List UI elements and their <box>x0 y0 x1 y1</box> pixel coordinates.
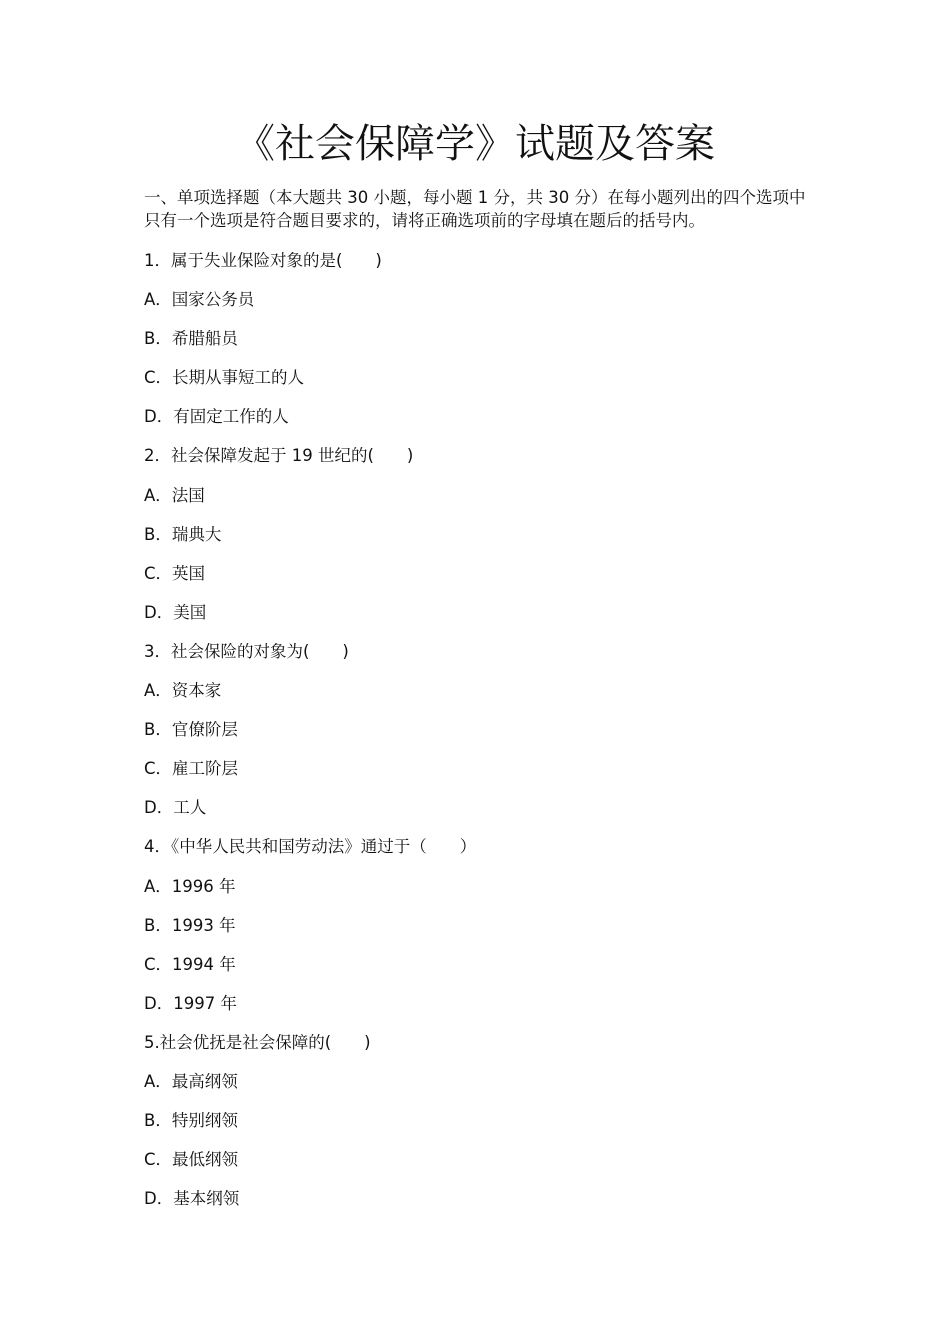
question-5-option-c: C．最低纲领 <box>144 1150 239 1170</box>
question-3-option-b: B．官僚阶层 <box>144 720 238 740</box>
question-3-option-a: A．资本家 <box>144 681 222 701</box>
question-3-option-d: D．工人 <box>144 798 207 818</box>
question-1: 1．属于失业保险对象的是( ) <box>144 251 382 270</box>
question-2-option-a: A．法国 <box>144 485 205 505</box>
question-2: 2．社会保障发起于 19 世纪的( ) <box>144 446 414 466</box>
question-2-option-d: D．美国 <box>144 602 207 622</box>
question-2-option-b: B．瑞典大 <box>144 524 222 544</box>
question-5: 5.社会优抚是社会保障的( ) <box>144 1032 371 1052</box>
question-5-option-b: B．特别纲领 <box>144 1111 238 1131</box>
question-list <box>144 249 824 1226</box>
question-1-option-c: C．长期从事短工的人 <box>144 368 305 388</box>
question-4: 4．《中华人民共和国劳动法》通过于（ ） <box>144 837 477 857</box>
document-title: 《社会保障学》试题及答案 <box>235 121 715 167</box>
question-4-option-b: B．1993 年 <box>144 915 236 935</box>
question-5-option-a: A．最高纲领 <box>144 1071 238 1091</box>
section-instructions: 一、单项选择题（本大题共 30 小题，每小题 1 分，共 30 分）在每小题列出的四个选项中只有一个选项是符合题目要求的，请将正确选项前的字母填在题后的括号内。 <box>144 188 806 230</box>
question-3-option-c: C．雇工阶层 <box>144 759 239 779</box>
question-4-option-a: A．1996 年 <box>144 876 236 896</box>
question-4-option-c: C．1994 年 <box>144 954 236 974</box>
question-1-option-d: D．有固定工作的人 <box>144 407 289 427</box>
question-1-option-b: B．希腊船员 <box>144 329 238 349</box>
question-4-option-d: D．1997 年 <box>144 993 237 1013</box>
question-3: 3．社会保险的对象为( ) <box>144 641 349 661</box>
question-1-option-a: A．国家公务员 <box>144 290 255 310</box>
question-5-option-d: D．基本纲领 <box>144 1189 240 1209</box>
question-2-option-c: C．英国 <box>144 563 206 583</box>
